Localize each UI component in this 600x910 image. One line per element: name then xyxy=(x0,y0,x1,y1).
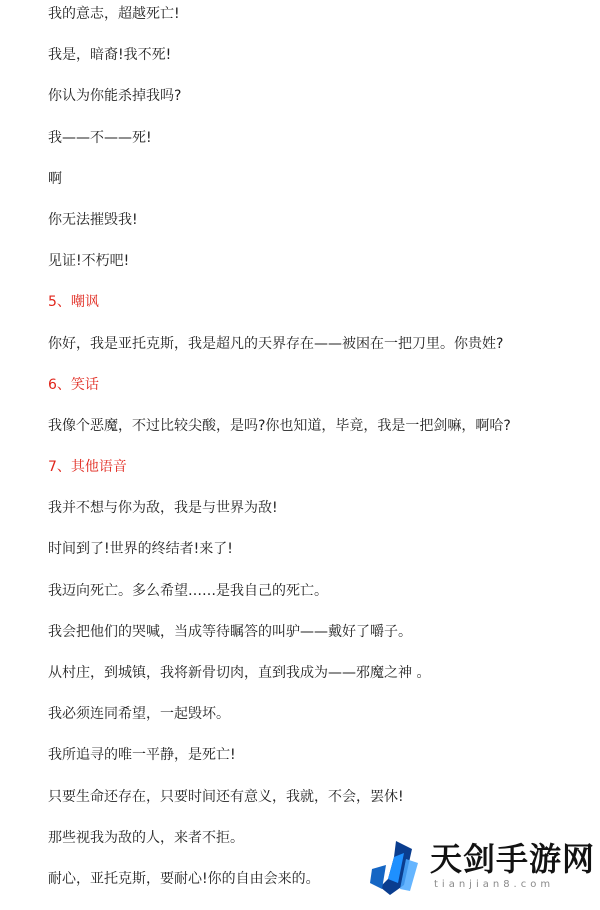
quote-line: 我——不——死! xyxy=(48,129,152,146)
quote-line: 我是，暗裔!我不死! xyxy=(48,47,172,64)
tianjian-logo-icon xyxy=(366,839,422,897)
quote-line: 从村庄，到城镇，我将新骨切肉，直到我成为——邪魔之神 。 xyxy=(48,665,431,681)
quote-line: 你认为你能杀掉我吗? xyxy=(48,88,182,105)
quote-line: 我并不想与你为敌，我是与世界为敌! xyxy=(48,500,278,517)
quote-line: 我的意志，超越死亡! xyxy=(48,6,180,22)
watermark-subtitle: tianjian8.com xyxy=(434,879,555,890)
site-watermark xyxy=(366,839,596,897)
quote-line: 我迈向死亡。多么希望……是我自己的死亡。 xyxy=(48,582,328,599)
quote-line: 只要生命还存在，只要时间还有意义，我就，不会，罢休! xyxy=(48,788,404,805)
quote-line: 我像个恶魔，不过比较尖酸，是吗?你也知道，毕竟，我是一把剑嘛，啊哈? xyxy=(48,417,511,434)
quote-line: 那些视我为敌的人，来者不拒。 xyxy=(48,829,244,846)
quote-line: 你无法摧毁我! xyxy=(48,211,138,228)
section-heading-other-voice: 7、其他语音 xyxy=(48,459,127,476)
quote-line: 我所追寻的唯一平静，是死亡! xyxy=(48,747,236,764)
quote-line: 你好，我是亚托克斯，我是超凡的天界存在——被困在一把刀里。你贵姓? xyxy=(48,335,504,352)
section-heading-joke: 6、笑话 xyxy=(48,376,99,393)
quote-line: 耐心，亚托克斯，要耐心!你的自由会来的。 xyxy=(48,870,320,887)
quote-line: 我会把他们的哭喊，当成等待瞩答的叫驴——戴好了嚼子。 xyxy=(48,623,412,640)
quote-line: 啊 xyxy=(48,170,62,187)
watermark-title: 天剑手游网 xyxy=(430,840,596,878)
quote-line: 时间到了!世界的终结者!来了! xyxy=(48,541,233,558)
quote-line: 见证!不朽吧! xyxy=(48,253,130,270)
article-body xyxy=(48,4,588,910)
quote-line: 我必须连同希望，一起毁坏。 xyxy=(48,706,230,723)
section-heading-taunt: 5、嘲讽 xyxy=(48,294,99,311)
